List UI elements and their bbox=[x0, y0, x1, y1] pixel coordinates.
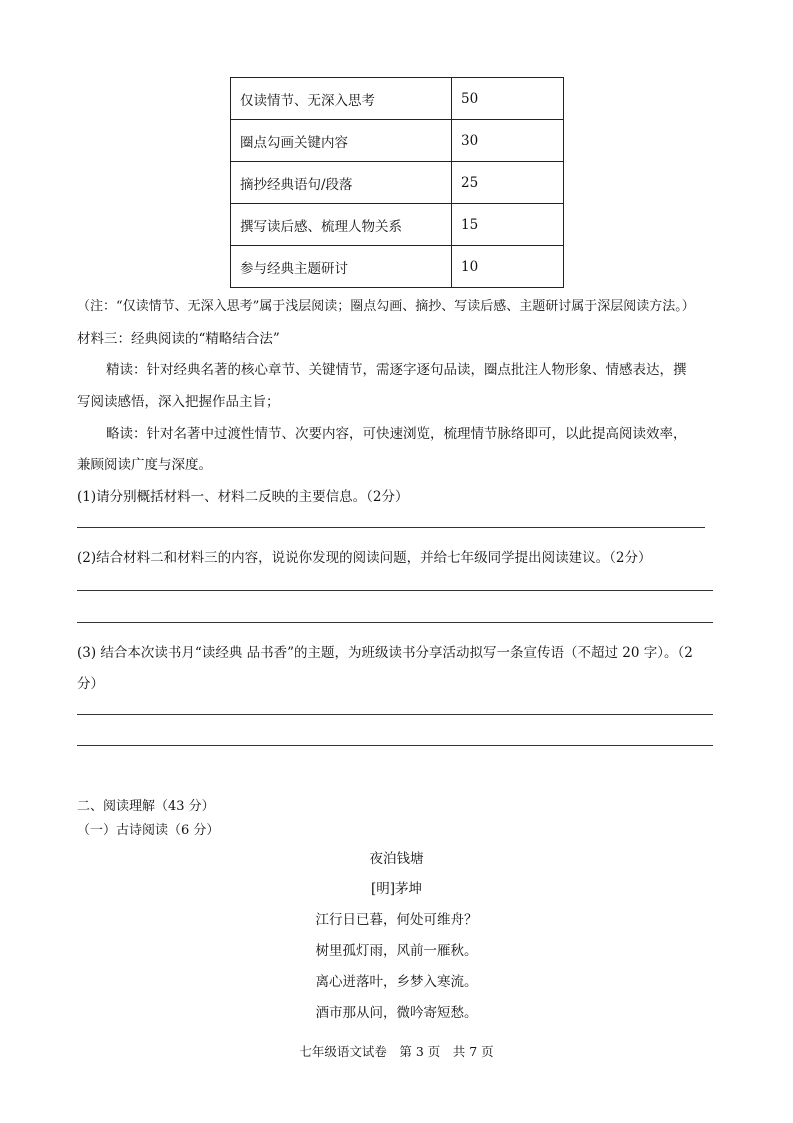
table-row bbox=[231, 246, 564, 288]
question-3-line1: (3) 结合本次读书月“读经典 品书香”的主题，为班级读书分享活动拟写一条宣传语（不超过 20 字）。（2 bbox=[77, 645, 693, 661]
answer-line-q3b[interactable] bbox=[77, 745, 713, 746]
subsection-poetry-title: （一）古诗阅读（6 分） bbox=[77, 823, 220, 838]
poem-title: 夜泊钱塘 bbox=[369, 851, 424, 867]
poem-line: 酒市那从问，微吟寄短愁。 bbox=[315, 1005, 478, 1021]
count-cell: 50 bbox=[452, 78, 564, 120]
method-cell: 撰写读后感、梳理人物关系 bbox=[231, 204, 452, 246]
question-3-line2: 分） bbox=[77, 676, 104, 692]
count-cell: 15 bbox=[452, 204, 564, 246]
table-row bbox=[231, 78, 564, 120]
section-2-title: 二、阅读理解（43 分） bbox=[77, 799, 215, 814]
poem-line: 江行日已暮，何处可维舟？ bbox=[315, 912, 478, 928]
method-cell: 仅读情节、无深入思考 bbox=[231, 78, 452, 120]
poem-line: 离心迸落叶，乡梦入寒流。 bbox=[315, 974, 478, 990]
table-row bbox=[231, 120, 564, 162]
page-footer: 七年级语文试卷 第 3 页 共 7 页 bbox=[299, 1044, 494, 1059]
count-cell: 30 bbox=[452, 120, 564, 162]
answer-line-q3a[interactable] bbox=[77, 714, 713, 715]
luedu-text-line1: 略读：针对名著中过渡性情节、次要内容，可快速浏览，梳理情节脉络即可，以此提高阅读效率， bbox=[106, 426, 687, 442]
answer-line-q2a[interactable] bbox=[77, 590, 713, 591]
material-3-title: 材料三：经典阅读的“精略结合法” bbox=[77, 331, 280, 347]
reading-method-table bbox=[230, 77, 564, 288]
table-row bbox=[231, 162, 564, 204]
count-cell: 25 bbox=[452, 162, 564, 204]
method-cell: 参与经典主题研讨 bbox=[231, 246, 452, 288]
count-cell: 10 bbox=[452, 246, 564, 288]
jingdu-text-line2: 写阅读感悟，深入把握作品主旨； bbox=[77, 394, 280, 410]
method-cell: 摘抄经典语句/段落 bbox=[231, 162, 452, 204]
jingdu-text-line1: 精读：针对经典名著的核心章节、关键情节，需逐字逐句品读，圈点批注人物形象、情感表达，撰 bbox=[106, 362, 687, 378]
method-cell: 圈点勾画关键内容 bbox=[231, 120, 452, 162]
poem-line: 树里孤灯雨，风前一雁秋。 bbox=[315, 943, 478, 959]
question-1: (1)请分别概括材料一、材料二反映的主要信息。（2分） bbox=[77, 489, 409, 505]
answer-line-q1[interactable] bbox=[77, 527, 705, 528]
table-note: （注：“仅读情节、无深入思考”属于浅层阅读；圈点勾画、摘抄、写读后感、主题研讨属于深层阅读方法。） bbox=[77, 299, 695, 314]
poem-author: [明]茅坤 bbox=[370, 881, 423, 897]
luedu-text-line2: 兼顾阅读广度与深度。 bbox=[77, 457, 212, 473]
table-row bbox=[231, 204, 564, 246]
question-2: (2)结合材料二和材料三的内容，说说你发现的阅读问题，并给七年级同学提出阅读建议。（2分） bbox=[77, 550, 652, 566]
answer-line-q2b[interactable] bbox=[77, 622, 713, 623]
